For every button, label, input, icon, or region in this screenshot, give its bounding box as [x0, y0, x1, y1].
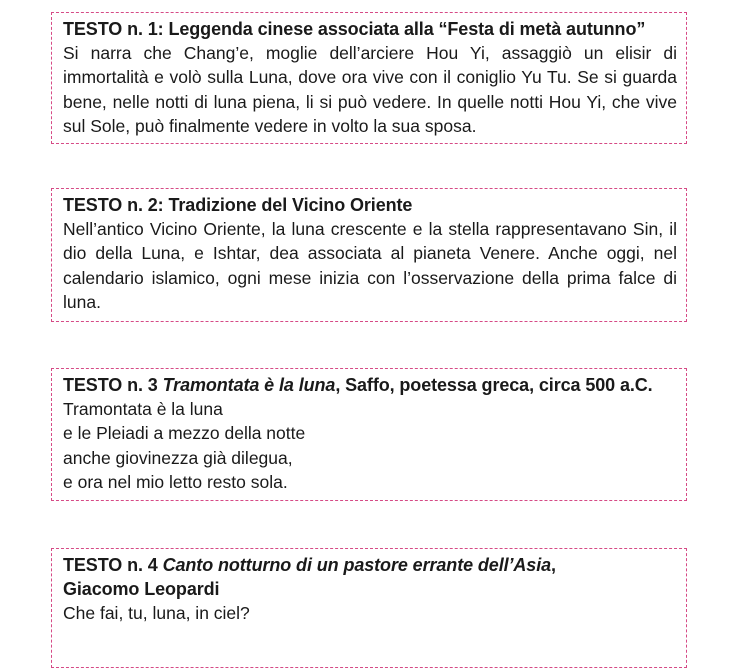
- text-2-title: TESTO n. 2: Tradizione del Vicino Oriente: [63, 195, 413, 215]
- text-3-title-suffix: , Saffo, poetessa greca, circa 500 a.C.: [335, 375, 653, 395]
- text-4-title-prefix: TESTO n. 4: [63, 555, 163, 575]
- text-box-3: [51, 368, 687, 501]
- poem-line: anche giovinezza già dilegua,: [63, 447, 293, 468]
- text-box-4: [51, 548, 687, 668]
- text-box-1: [51, 12, 687, 144]
- text-1-title: TESTO n. 1: Leggenda cinese associata alla “Festa di metà autunno”: [63, 19, 646, 39]
- poem-line: e ora nel mio letto resto sola.: [63, 471, 288, 492]
- text-1-body: Si narra che Chang’e, moglie dell’arciere Hou Yi, assaggiò un elisir di immortalità e volò sulla Luna, dove ora vive con il coniglio Yu Tu. Se si guarda bene, nelle notti di luna piena, li si può vedere. In quelle notti Hou Yi, che vive sul Sole, può finalmente vedere in volto la sua sposa.: [63, 43, 677, 136]
- poem-line: e le Pleiadi a mezzo della notte: [63, 423, 306, 444]
- text-4-title-suffix: ,: [551, 555, 556, 575]
- text-4-title: [63, 553, 677, 601]
- text-3-title: [63, 373, 677, 397]
- text-2-body: Nell’antico Vicino Oriente, la luna crescente e la stella rappresentavano Sin, il dio della Luna, e Ishtar, dea associata al pianeta Venere. Anche oggi, nel calendario islamico, ogni mese inizia con l’osservazione della prima falce di luna.: [63, 219, 677, 312]
- text-3-title-work: Tramontata è la luna: [162, 375, 336, 395]
- text-3-title-prefix: TESTO n. 3: [63, 375, 163, 395]
- poem-line: Tramontata è la luna: [63, 399, 223, 419]
- text-box-2: [51, 188, 687, 322]
- poem-line: Che fai, tu, luna, in ciel?: [63, 603, 250, 623]
- text-4-title-author: Giacomo Leopardi: [63, 579, 220, 599]
- text-4-title-work: Canto notturno di un pastore errante dell’Asia: [162, 555, 552, 575]
